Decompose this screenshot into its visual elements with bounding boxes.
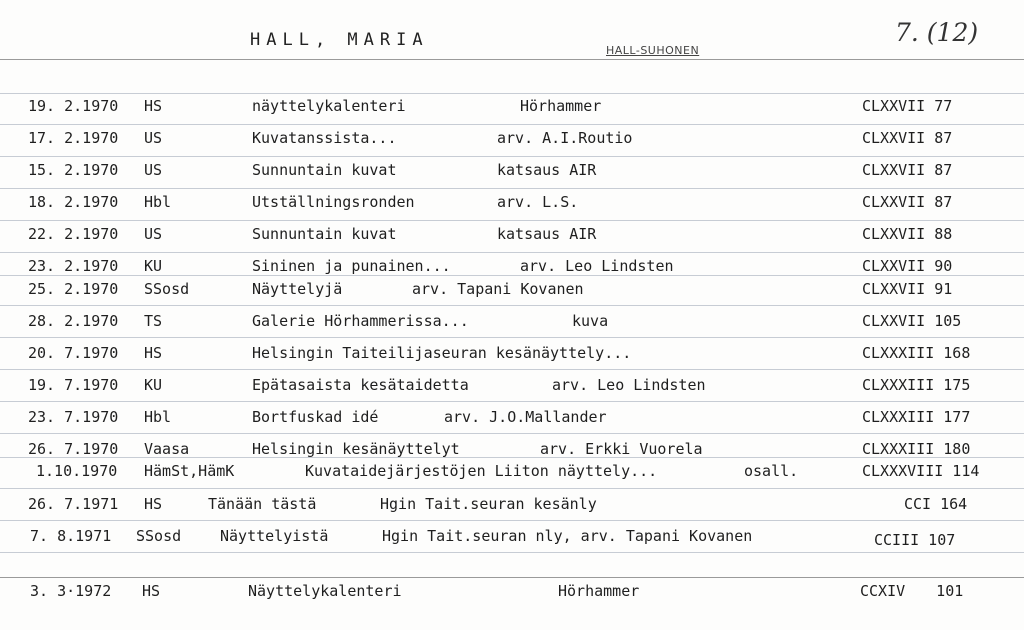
entry-source: Hbl bbox=[144, 408, 172, 426]
entry-date: 26. 7.1970 bbox=[28, 440, 119, 458]
entry-source: US bbox=[144, 161, 163, 179]
entry-row bbox=[0, 494, 1024, 514]
ruled-line bbox=[0, 337, 1024, 338]
entry-date: 20. 7.1970 bbox=[28, 344, 119, 362]
ruled-line bbox=[0, 401, 1024, 402]
entry-note: arv. Leo Lindsten bbox=[520, 257, 674, 275]
entry-date: 1.10.1970 bbox=[36, 462, 118, 480]
entry-ref: CLXXXIII 175 bbox=[862, 376, 971, 394]
entry-date: 19. 7.1970 bbox=[28, 376, 119, 394]
entry-ref: CCI 164 bbox=[904, 495, 968, 513]
entry-date: 23. 7.1970 bbox=[28, 408, 119, 426]
entry-ref: CLXXVII 87 bbox=[862, 161, 953, 179]
entry-date: 7. 8.1971 bbox=[30, 527, 112, 545]
entry-note: arv. J.O.Mallander bbox=[444, 408, 607, 426]
entry-row bbox=[0, 375, 1024, 395]
entry-title: Bortfuskad idé bbox=[252, 408, 379, 426]
entry-title: näyttelykalenteri bbox=[252, 97, 406, 115]
entry-title: Utställningsronden bbox=[252, 193, 415, 211]
entry-ref: CCXIV 101 bbox=[860, 582, 964, 600]
entry-note: arv. Erkki Vuorela bbox=[540, 440, 703, 458]
entry-ref: CLXXVII 77 bbox=[862, 97, 953, 115]
entry-note: osall. bbox=[744, 462, 799, 480]
entry-date: 15. 2.1970 bbox=[28, 161, 119, 179]
entry-title: Sininen ja punainen... bbox=[252, 257, 451, 275]
entry-note: Hörhammer bbox=[520, 97, 602, 115]
entry-title: Epätasaista kesätaidetta bbox=[252, 376, 469, 394]
entry-date: 17. 2.1970 bbox=[28, 129, 119, 147]
entry-note: Hgin Tait.seuran kesänly bbox=[380, 495, 597, 513]
entry-ref: CLXXXVIII 114 bbox=[862, 462, 980, 480]
entry-title: Sunnuntain kuvat bbox=[252, 225, 397, 243]
entry-source: TS bbox=[144, 312, 163, 330]
entry-title: Kuvataidejärjestöjen Liiton näyttely... bbox=[305, 462, 658, 480]
entry-row bbox=[0, 407, 1024, 427]
ruled-line bbox=[0, 488, 1024, 489]
ruled-line bbox=[0, 252, 1024, 253]
entry-title: Helsingin kesänäyttelyt bbox=[252, 440, 460, 458]
entry-date: 23. 2.1970 bbox=[28, 257, 119, 275]
ruled-line bbox=[0, 369, 1024, 370]
entry-ref: CLXXVII 87 bbox=[862, 129, 953, 147]
entry-ref: CLXXVII 105 bbox=[862, 312, 962, 330]
entry-ref: CLXXVII 87 bbox=[862, 193, 953, 211]
entry-title: Helsingin Taiteilijaseuran kesänäyttely... bbox=[252, 344, 632, 362]
entry-date: 22. 2.1970 bbox=[28, 225, 119, 243]
entry-title: Kuvatanssista... bbox=[252, 129, 397, 147]
ruled-line bbox=[0, 124, 1024, 125]
entry-ref: CCIII 107 bbox=[874, 531, 956, 549]
entry-note: arv. L.S. bbox=[497, 193, 579, 211]
entry-row bbox=[0, 279, 1024, 299]
entry-source: US bbox=[144, 225, 163, 243]
entry-note: katsaus AIR bbox=[497, 225, 597, 243]
entry-title: Näyttelyistä bbox=[220, 527, 329, 545]
entry-note: katsaus AIR bbox=[497, 161, 597, 179]
entry-ref: CLXXXIII 168 bbox=[862, 344, 971, 362]
entry-title: Näyttelykalenteri bbox=[248, 582, 402, 600]
ruled-line bbox=[0, 93, 1024, 94]
entry-source: Vaasa bbox=[144, 440, 190, 458]
entry-source: HS bbox=[142, 582, 161, 600]
ruled-line bbox=[0, 305, 1024, 306]
entry-date: 18. 2.1970 bbox=[28, 193, 119, 211]
entry-title: Sunnuntain kuvat bbox=[252, 161, 397, 179]
entry-source: HS bbox=[144, 495, 163, 513]
entry-row bbox=[0, 439, 1024, 459]
entry-row bbox=[0, 160, 1024, 180]
entry-note: arv. A.I.Routio bbox=[497, 129, 633, 147]
entry-ref: CLXXXIII 180 bbox=[862, 440, 971, 458]
ruled-line bbox=[0, 520, 1024, 521]
entry-title: Galerie Hörhammerissa... bbox=[252, 312, 469, 330]
entry-source: Hbl bbox=[144, 193, 172, 211]
ruled-line bbox=[0, 188, 1024, 189]
entry-row bbox=[0, 311, 1024, 331]
ruled-line bbox=[0, 156, 1024, 157]
entry-title: Tänään tästä bbox=[208, 495, 317, 513]
entry-row bbox=[0, 224, 1024, 244]
entry-date: 3. 3·1972 bbox=[30, 582, 112, 600]
entry-title: Näyttelyjä bbox=[252, 280, 343, 298]
entry-source: SSosd bbox=[144, 280, 190, 298]
entry-source: HämSt,HämK bbox=[144, 462, 235, 480]
ruled-line bbox=[0, 220, 1024, 221]
entry-note: Hörhammer bbox=[558, 582, 640, 600]
entry-note: arv. Leo Lindsten bbox=[552, 376, 706, 394]
entry-ref: CLXXVII 88 bbox=[862, 225, 953, 243]
card-name: HALL, MARIA bbox=[250, 30, 429, 50]
entry-source: KU bbox=[144, 376, 163, 394]
entry-row bbox=[0, 192, 1024, 212]
entry-source: KU bbox=[144, 257, 163, 275]
entry-date: 28. 2.1970 bbox=[28, 312, 119, 330]
entry-ref: CLXXVII 90 bbox=[862, 257, 953, 275]
ruled-line bbox=[0, 552, 1024, 553]
entry-note: kuva bbox=[572, 312, 609, 330]
ruled-line bbox=[0, 577, 1024, 578]
entry-ref: CLXXXIII 177 bbox=[862, 408, 971, 426]
header-rule bbox=[0, 59, 1024, 60]
entry-date: 26. 7.1971 bbox=[28, 495, 119, 513]
entry-ref: CLXXVII 91 bbox=[862, 280, 953, 298]
entry-row bbox=[0, 256, 1024, 276]
entry-row bbox=[0, 96, 1024, 116]
entry-row bbox=[0, 461, 1024, 481]
alternate-name: HALL-SUHONEN bbox=[606, 44, 700, 57]
ruled-line bbox=[0, 433, 1024, 434]
entry-source: HS bbox=[144, 344, 163, 362]
entry-source: HS bbox=[144, 97, 163, 115]
entry-row bbox=[0, 343, 1024, 363]
entry-row bbox=[0, 128, 1024, 148]
entry-date: 25. 2.1970 bbox=[28, 280, 119, 298]
entry-source: US bbox=[144, 129, 163, 147]
entry-row bbox=[0, 526, 1024, 549]
entry-note: arv. Tapani Kovanen bbox=[412, 280, 584, 298]
entry-row bbox=[0, 581, 1024, 601]
entry-source: SSosd bbox=[136, 527, 182, 545]
entry-note: Hgin Tait.seuran nly, arv. Tapani Kovanen bbox=[382, 527, 753, 545]
card-number: 7. (12) bbox=[895, 18, 979, 47]
entry-date: 19. 2.1970 bbox=[28, 97, 119, 115]
